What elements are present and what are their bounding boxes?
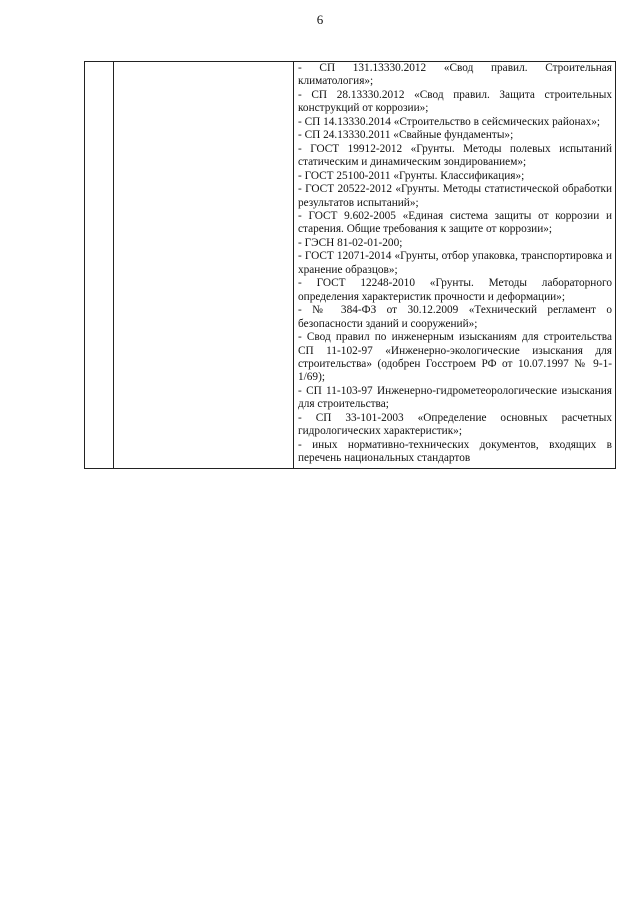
list-item: - ГОСТ 20522-2012 «Грунты. Методы статистической обработки результатов испытаний»; xyxy=(298,183,612,209)
list-item: - ГОСТ 9.602-2005 «Единая система защиты от коррозии и старения. Общие требования к защите от коррозии»; xyxy=(298,209,612,236)
page-number: 6 xyxy=(316,12,324,27)
list-item: - ГОСТ 12248-2010 «Грунты. Методы лабораторного определения характеристик прочности и деформации»; xyxy=(298,277,612,303)
list-item: - Свод правил по инженерным изысканиям для строительства СП 11-102-97 «Инженерно-экологические изыскания для строительства» (одобрен Госстроем РФ от 10.07.1997 № 9-1- 1/69); xyxy=(298,331,612,384)
requirements-cell xyxy=(294,62,616,469)
list-item: - ГЭСН 81-02-01-200; xyxy=(298,236,403,249)
list-item: - СП 33-101-2003 «Определение основных расчетных гидрологических характеристик»; xyxy=(298,411,612,438)
table-row xyxy=(85,62,616,469)
list-item: - иных нормативно-технических документов, входящих в перечень национальных стандартов xyxy=(298,438,612,465)
document-table xyxy=(84,61,616,469)
list-item: - СП 131.13330.2012 «Свод правил. Строительная климатология»; xyxy=(298,62,612,88)
list-item: - СП 11-103-97 Инженерно-гидрометеорологические изыскания для строительства; xyxy=(298,384,612,411)
list-item: - ГОСТ 25100-2011 «Грунты. Классификация»; xyxy=(298,169,525,182)
list-item: - ГОСТ 12071-2014 «Грунты, отбор упаковка, транспортировка и хранение образцов»; xyxy=(298,250,612,276)
number-cell xyxy=(85,62,114,469)
list-item: - № 384-ФЗ от 30.12.2009 «Технический регламент о безопасности зданий и сооружений»; xyxy=(298,304,612,330)
name-cell xyxy=(114,62,294,469)
list-item: - СП 28.13330.2012 «Свод правил. Защита строительных конструкций от коррозии»; xyxy=(298,88,612,115)
list-item: - СП 14.13330.2014 «Строительство в сейсмических районах»; xyxy=(298,115,601,128)
list-item: - СП 24.13330.2011 «Свайные фундаменты»; xyxy=(298,129,514,142)
list-item: - ГОСТ 19912-2012 «Грунты. Методы полевых испытаний статическим и динамическим зондированием»; xyxy=(298,142,612,169)
